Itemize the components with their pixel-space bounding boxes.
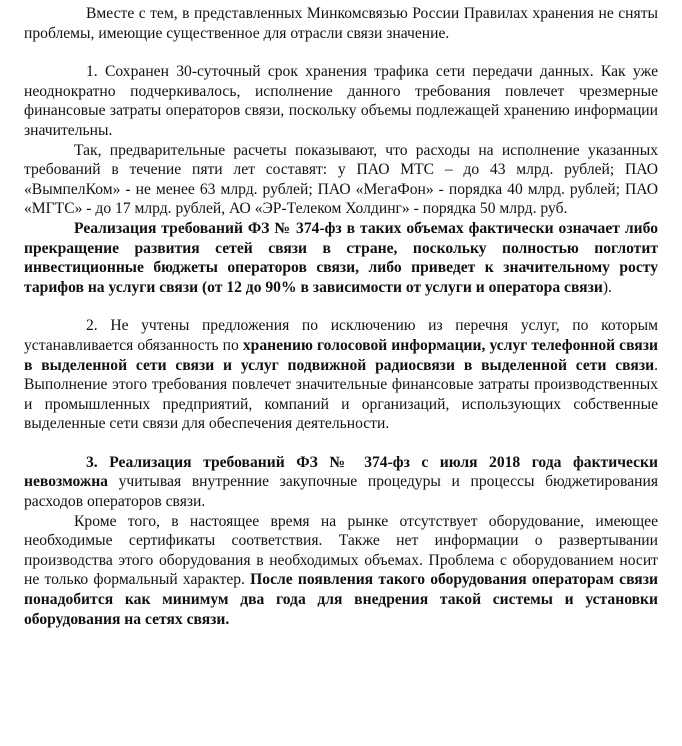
item-3-bold: 3. Реализация требований ФЗ № 374-фз с июля 2018 года фактически невозможна bbox=[24, 453, 658, 491]
item-3-equipment-paragraph bbox=[24, 512, 658, 630]
intro-paragraph: Вместе с тем, в представленных Минкомсвязью России Правилах хранения не сняты проблемы, имеющие существенное для отрасли связи значение. bbox=[24, 5, 658, 42]
item-1-conclusion-bold: Реализация требований ФЗ № 374-фз в таких объемах фактически означает либо прекращение развития сетей связи в стране, поскольку полностью поглотит инвестиционные бюджеты операторов связи, либо приведет к значительному росту тарифов на услуги связи (от 12 до 90% в зависимости от услуги и оператора связи bbox=[24, 219, 658, 296]
paragraph-spacer bbox=[24, 43, 658, 62]
item-1-costs-paragraph: Так, предварительные расчеты показывают, что расходы на исполнение указанных требований в течение пяти лет составят: у ПАО МТС – до 43 млрд. рублей; ПАО «ВымпелКом» - не менее 63 млрд. рублей; ПАО «МегаФон» - порядка 40 млрд. рублей; ПАО «МГТС» - до 17 млрд. рублей, АО «ЭР-Телеком Холдинг» - порядка 50 млрд. руб. bbox=[24, 141, 658, 218]
item-3-equipment-bold: После появления такого оборудования операторам связи понадобится как минимум два года для внедрения такой системы и установки оборудования на сетях связи. bbox=[24, 571, 658, 628]
item-3-paragraph bbox=[24, 453, 658, 512]
item-2-bold: хранению голосовой информации, услуг телефонной связи в выделенной сети связи и услуг подвижной радиосвязи в выделенной сети связи bbox=[24, 336, 658, 374]
item-1-conclusion-tail: ). bbox=[602, 278, 612, 296]
item-3-tail: учитывая внутренние закупочные процедуры и процессы бюджетирования расходов операторов связи. bbox=[24, 473, 658, 511]
item-2-paragraph bbox=[24, 316, 658, 434]
item-2-lead: 2. Не учтены предложения по исключению из перечня услуг, по которым устанавливается обязанность по bbox=[24, 317, 658, 354]
item-3-equipment-text: Кроме того, в настоящее время на рынке отсутствует оборудование, имеющее необходимые сертификаты соответствия. Также нет информации о развертывании производства этого оборудования в необходимых объемах. Проблема с оборудованием носит не только формальный характер. bbox=[24, 512, 658, 589]
item-1-paragraph: 1. Сохранен 30-суточный срок хранения трафика сети передачи данных. Как уже неоднократно подчеркивалось, исполнение данного требования повлечет чрезмерные финансовые затраты операторов связи, поскольку объемы подлежащей хранению информации значительны. bbox=[24, 63, 658, 139]
paragraph-spacer bbox=[24, 434, 658, 453]
paragraph-spacer bbox=[24, 297, 658, 316]
item-1-conclusion-paragraph bbox=[24, 219, 658, 297]
item-2-tail: . Выполнение этого требования повлечет значительные финансовые затраты производственных и промышленных предприятий, компаний и организаций, использующих собственные выделенные сети связи для обеспечения деятельности. bbox=[24, 356, 658, 433]
